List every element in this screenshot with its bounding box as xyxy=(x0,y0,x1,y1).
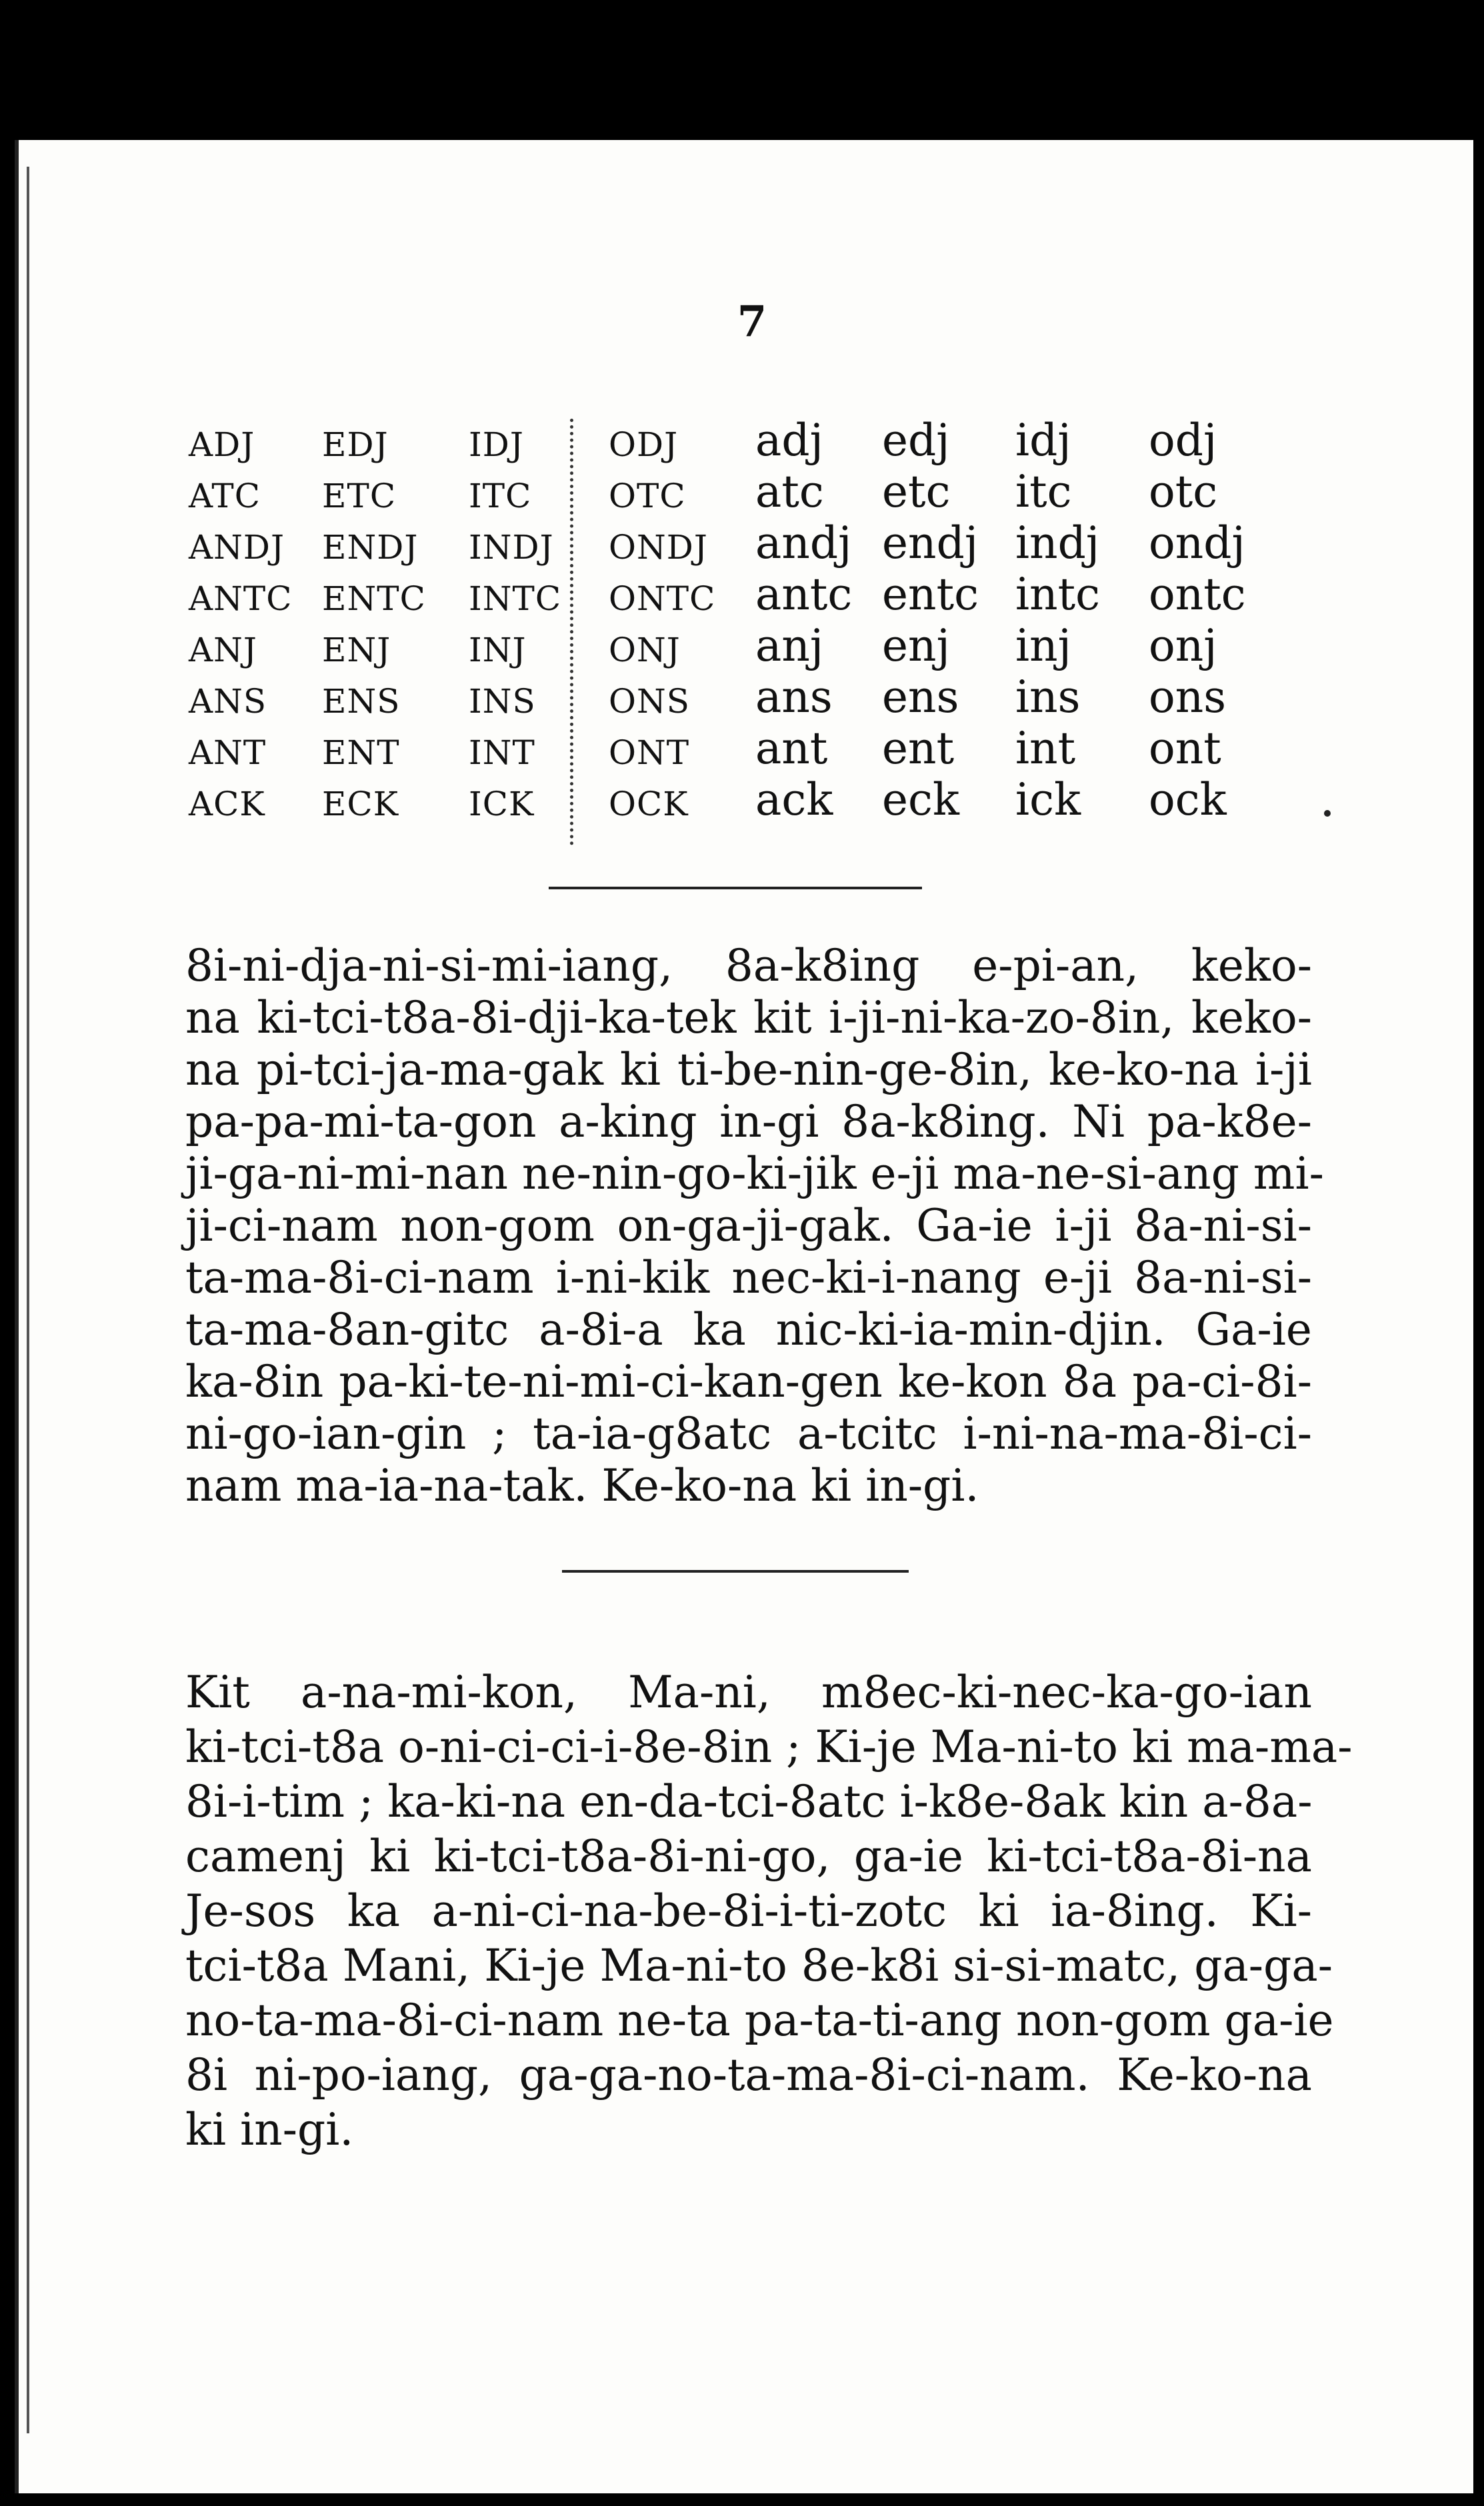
syllable-upper: ENDJ xyxy=(322,528,419,567)
paragraph-2 xyxy=(185,1667,1353,2159)
syllable-row xyxy=(189,620,1289,679)
syllable-lower: eck xyxy=(882,774,960,825)
syllable-lower: ont xyxy=(1149,723,1221,774)
syllable-upper: INJ xyxy=(469,631,527,669)
text-line: ta-ma-8i-ci-nam i-ni-kik nec-ki-i-nang e-ji 8a-ni-si- xyxy=(185,1252,1312,1303)
syllable-lower: ans xyxy=(755,671,833,723)
syllable-upper: ANT xyxy=(189,733,267,772)
syllable-upper: OTC xyxy=(609,477,686,515)
syllable-lower: onj xyxy=(1149,620,1217,671)
syllable-lower: etc xyxy=(882,466,951,517)
book-page xyxy=(15,140,1473,2493)
syllable-row xyxy=(189,466,1289,525)
text-line: ji-ci-nam non-gom on-ga-ji-gak. Ga-ie i-ji 8a-ni-si- xyxy=(185,1200,1312,1251)
text-line: 8i-i-tim ; ka-ki-na en-da-tci-8atc i-k8e-8ak kin a-8a- xyxy=(185,1776,1313,1827)
text-line: ki in-gi. xyxy=(185,2104,354,2155)
syllable-lower: atc xyxy=(755,466,824,517)
ink-speck xyxy=(1324,810,1331,817)
syllable-row xyxy=(189,723,1289,781)
text-line: 8i ni-po-iang, ga-ga-no-ta-ma-8i-ci-nam. Ke-ko-na xyxy=(185,2049,1312,2101)
text-line: tci-t8a Mani, Ki-je Ma-ni-to 8e-k8i si-si-matc, ga-ga- xyxy=(185,1940,1333,1991)
text-line: ta-ma-8an-gitc a-8i-a ka nic-ki-ia-min-djin. Ga-ie xyxy=(185,1304,1312,1355)
syllable-row xyxy=(189,671,1289,730)
syllable-lower: ens xyxy=(882,671,959,723)
syllable-lower: inj xyxy=(1015,620,1072,671)
syllable-upper: ONS xyxy=(609,682,690,721)
syllable-lower: int xyxy=(1015,723,1076,774)
syllable-lower: ick xyxy=(1015,774,1081,825)
syllable-upper: ATC xyxy=(189,477,261,515)
syllable-lower: edj xyxy=(882,415,950,466)
syllable-lower: ons xyxy=(1149,671,1227,723)
syllable-upper: OCK xyxy=(609,785,689,823)
text-line: camenj ki ki-tci-t8a-8i-ni-go, ga-ie ki-tci-t8a-8i-na xyxy=(185,1831,1312,1882)
text-line: pa-pa-mi-ta-gon a-king in-gi 8a-k8ing. Ni pa-k8e- xyxy=(185,1096,1312,1147)
syllable-lower: antc xyxy=(755,569,853,620)
syllable-lower: adj xyxy=(755,415,824,466)
syllable-upper: ONJ xyxy=(609,631,681,669)
syllable-row xyxy=(189,569,1289,627)
syllable-upper: INDJ xyxy=(469,528,554,567)
syllable-row xyxy=(189,774,1289,833)
text-line: 8i-ni-dja-ni-si-mi-iang, 8a-k8ing e-pi-an, keko- xyxy=(185,940,1312,991)
syllable-upper: IDJ xyxy=(469,425,524,464)
syllable-lower: endj xyxy=(882,517,979,569)
text-line: na ki-tci-t8a-8i-dji-ka-tek kit i-ji-ni-ka-zo-8in, keko- xyxy=(185,992,1312,1043)
syllable-upper: ETC xyxy=(322,477,397,515)
syllable-upper: INTC xyxy=(469,579,562,618)
syllable-upper: ITC xyxy=(469,477,532,515)
syllable-upper: ONT xyxy=(609,733,690,772)
syllable-upper: INT xyxy=(469,733,535,772)
syllable-lower: anj xyxy=(755,620,824,671)
syllable-upper: ENTC xyxy=(322,579,426,618)
text-line: nam ma-ia-na-tak. Ke-ko-na ki in-gi. xyxy=(185,1460,979,1511)
syllable-lower: ent xyxy=(882,723,955,774)
text-line: ka-8in pa-ki-te-ni-mi-ci-kan-gen ke-kon 8a pa-ci-8i- xyxy=(185,1356,1312,1407)
text-line: na pi-tci-ja-ma-gak ki ti-be-nin-ge-8in, ke-ko-na i-ji xyxy=(185,1044,1312,1095)
syllable-upper: ONTC xyxy=(609,579,716,618)
syllable-row xyxy=(189,415,1289,473)
text-line: Je-sos ka a-ni-ci-na-be-8i-i-ti-zotc ki ia-8ing. Ki- xyxy=(185,1885,1312,1937)
syllable-lower: andj xyxy=(755,517,852,569)
syllable-upper: ENS xyxy=(322,682,401,721)
syllable-upper: ADJ xyxy=(189,425,255,464)
syllable-upper: ECK xyxy=(322,785,399,823)
syllable-lower: ant xyxy=(755,723,828,774)
syllable-lower: ondj xyxy=(1149,517,1245,569)
syllable-upper: ICK xyxy=(469,785,535,823)
syllable-upper: ENT xyxy=(322,733,400,772)
text-line: Kit a-na-mi-kon, Ma-ni, m8ec-ki-nec-ka-go-ian xyxy=(185,1667,1312,1718)
syllable-upper: ANS xyxy=(189,682,267,721)
syllable-lower: itc xyxy=(1015,466,1072,517)
syllable-lower: ins xyxy=(1015,671,1081,723)
syllable-lower: indj xyxy=(1015,517,1100,569)
text-line: ji-ga-ni-mi-nan ne-nin-go-ki-jik e-ji ma-ne-si-ang mi- xyxy=(185,1148,1324,1199)
syllable-lower: ock xyxy=(1149,774,1227,825)
syllable-lower: entc xyxy=(882,569,979,620)
syllable-lower: otc xyxy=(1149,466,1218,517)
table-column-divider xyxy=(570,419,573,845)
syllable-lower: idj xyxy=(1015,415,1071,466)
syllable-upper: ANDJ xyxy=(189,528,285,567)
syllable-lower: ontc xyxy=(1149,569,1246,620)
syllable-lower: intc xyxy=(1015,569,1101,620)
syllable-upper: INS xyxy=(469,682,536,721)
syllable-upper: ODJ xyxy=(609,425,679,464)
syllable-upper: ENJ xyxy=(322,631,391,669)
syllable-upper: ACK xyxy=(189,785,265,823)
section-divider-top xyxy=(549,887,922,889)
page-number: 7 xyxy=(737,297,767,347)
syllable-upper: EDJ xyxy=(322,425,389,464)
paragraph-1 xyxy=(185,940,1324,1512)
section-divider-bottom xyxy=(562,1570,909,1573)
syllable-lower: enj xyxy=(882,620,951,671)
syllable-upper: ONDJ xyxy=(609,528,708,567)
page-edge-shadow xyxy=(27,167,29,2433)
text-line: no-ta-ma-8i-ci-nam ne-ta pa-ta-ti-ang non-gom ga-ie xyxy=(185,1995,1334,2046)
text-line: ni-go-ian-gin ; ta-ia-g8atc a-tcitc i-ni-na-ma-8i-ci- xyxy=(185,1408,1312,1459)
syllable-upper: ANJ xyxy=(189,631,257,669)
syllable-lower: ack xyxy=(755,774,833,825)
syllable-upper: ANTC xyxy=(189,579,293,618)
syllable-row xyxy=(189,517,1289,576)
syllable-lower: odj xyxy=(1149,415,1217,466)
text-line: ki-tci-t8a o-ni-ci-ci-i-8e-8in ; Ki-je Ma-ni-to ki ma-ma- xyxy=(185,1721,1353,1773)
